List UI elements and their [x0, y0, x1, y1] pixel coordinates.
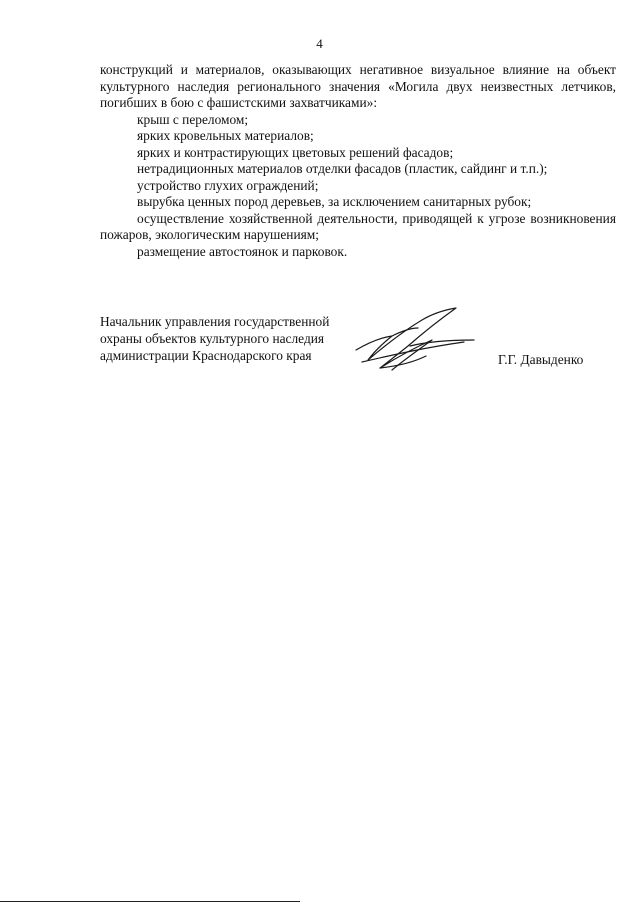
handwritten-signature-icon: [352, 306, 478, 378]
signatory-title: [100, 313, 358, 364]
list-item: ярких кровельных материалов;: [137, 128, 314, 143]
list-item: нетрадиционных материалов отделки фасадов (пластик, сайдинг и т.п.);: [137, 161, 548, 176]
signatory-title-line: Начальник управления государственной: [100, 314, 330, 329]
signatory-name: Г.Г. Давыденко: [498, 352, 584, 367]
list-item: осуществление хозяйственной деятельности, приводящей к угрозе возникновения пожаров, экологическим нарушениям;: [100, 210, 616, 242]
signatory-title-line: администрации Краснодарского края: [100, 348, 312, 363]
page-number: 4: [316, 36, 323, 51]
list-item: ярких и контрастирующих цветовых решений фасадов;: [137, 144, 454, 160]
list-item: вырубка ценных пород деревьев, за исключением санитарных рубок;: [137, 194, 532, 209]
intro-paragraph: конструкций и материалов, оказывающих негативное визуальное влияние на объект культурного наследия регионального значения «Могила двух неизвестных летчиков, погибших в бою с фашистскими захватчиками»:: [100, 62, 616, 110]
bottom-divider: [0, 901, 300, 902]
signatory-title-line: охраны объектов культурного наследия: [100, 331, 325, 346]
document-body: [100, 62, 616, 260]
list-item: устройство глухих ограждений;: [137, 177, 319, 193]
list-item: размещение автостоянок и парковок.: [137, 243, 348, 259]
list-item: крыш с переломом;: [137, 111, 249, 127]
